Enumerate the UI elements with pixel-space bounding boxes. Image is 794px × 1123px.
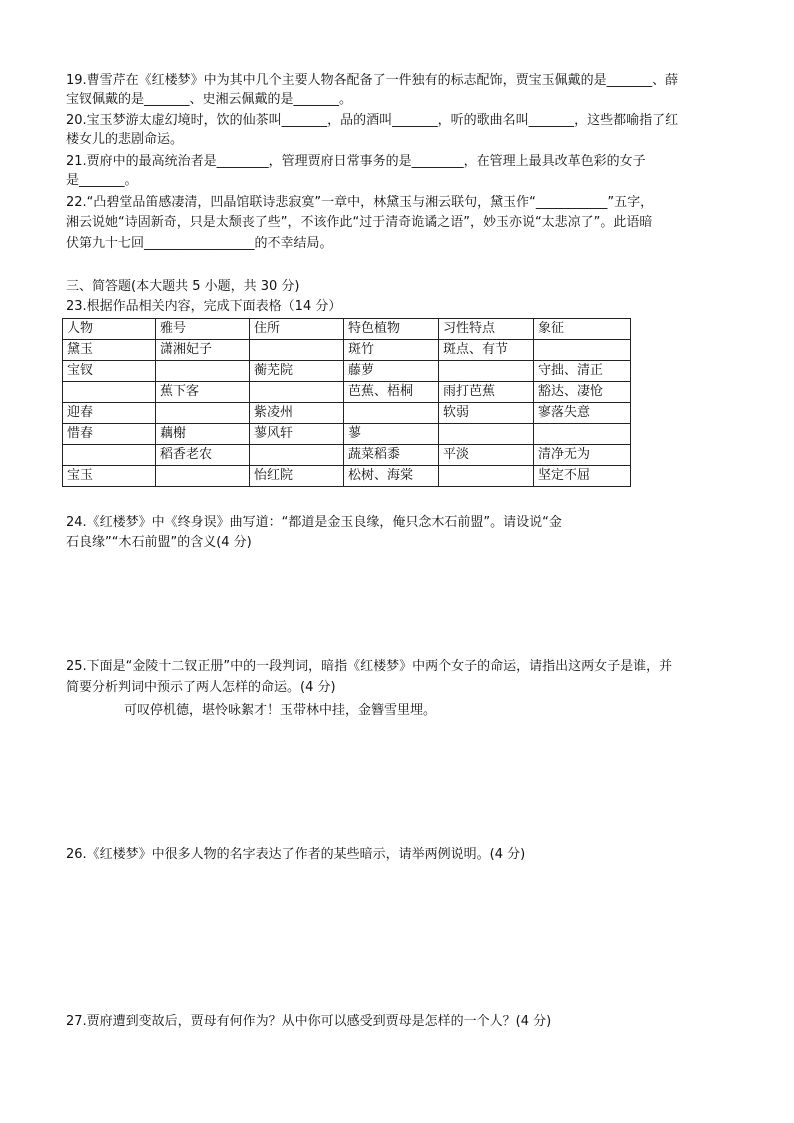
q23-title: 23.根据作品相关内容，完成下面表格（14 分）	[66, 299, 342, 314]
table-row	[63, 424, 631, 445]
table-cell: 迎春	[63, 403, 156, 424]
q22-line-2: 湘云说她“诗固新奇，只是太颓丧了些”，不该作此“过于清奇诡谲之语”，妙玉亦说“太悲凉了”。此语暗	[66, 215, 653, 230]
q26-question: 26.《红楼梦》中很多人物的名字表达了作者的某些暗示，请举两例说明。(4 分)	[66, 847, 526, 862]
table-header-cell: 雅号	[156, 319, 250, 340]
table-cell: 平淡	[439, 445, 534, 466]
table-row	[63, 382, 631, 403]
table-cell	[156, 361, 250, 382]
table-row	[63, 403, 631, 424]
table-cell	[250, 382, 344, 403]
table-cell: 蓼	[344, 424, 439, 445]
q23-table	[62, 318, 631, 487]
table-row	[63, 361, 631, 382]
table-cell: 潇湘妃子	[156, 340, 250, 361]
table-cell	[534, 424, 631, 445]
table-row	[63, 445, 631, 466]
table-header-row	[63, 319, 631, 340]
table-cell: 藤萝	[344, 361, 439, 382]
q20-line-2: 楼女儿的悲剧命运。	[66, 132, 184, 147]
table-header-cell: 习性特点	[439, 319, 534, 340]
table-cell	[439, 466, 534, 487]
table-cell: 蓼风轩	[250, 424, 344, 445]
table-cell	[439, 424, 534, 445]
q20-line-1: 20.宝玉梦游太虚幻境时，饮的仙茶叫_______，品的酒叫_______，听的歌曲名叫_______，这些都喻指了红	[66, 113, 679, 128]
table-cell: 藕榭	[156, 424, 250, 445]
table-cell: 斑点、有节	[439, 340, 534, 361]
table-header-cell: 特色植物	[344, 319, 439, 340]
table-cell: 蔬菜稻黍	[344, 445, 439, 466]
table-header-cell: 人物	[63, 319, 156, 340]
table-cell: 软弱	[439, 403, 534, 424]
q21-line-1: 21.贾府中的最高统治者是________，管理贾府日常事务的是________，在管理上最具改革色彩的女子	[66, 154, 646, 169]
table-cell: 宝玉	[63, 466, 156, 487]
table-cell	[63, 382, 156, 403]
q24-line-2: 石良缘”“木石前盟”的含义(4 分)	[66, 535, 252, 550]
table-cell: 紫凌州	[250, 403, 344, 424]
q27-question: 27.贾府遭到变故后，贾母有何作为？从中你可以感受到贾母是怎样的一个人？(4 分)	[66, 1014, 552, 1029]
table-cell	[250, 340, 344, 361]
table-cell: 坚定不屈	[534, 466, 631, 487]
table-row	[63, 340, 631, 361]
section-title: 三、简答题(本大题共 5 小题，共 30 分)	[66, 279, 300, 294]
table-cell	[534, 340, 631, 361]
table-cell	[250, 445, 344, 466]
table-cell: 怡红院	[250, 466, 344, 487]
q22-line-1: 22.“凸碧堂品笛感凄清，凹晶馆联诗悲寂寞”一章中，林黛玉与湘云联句，黛玉作“___________”五字，	[66, 195, 654, 210]
table-cell	[156, 403, 250, 424]
q25-line-1: 25.下面是“金陵十二钗正册”中的一段判词，暗指《红楼梦》中两个女子的命运，请指出这两女子是谁，并	[66, 659, 673, 674]
table-cell: 稻香老农	[156, 445, 250, 466]
table-header-cell: 象征	[534, 319, 631, 340]
table-cell	[439, 361, 534, 382]
table-cell: 蕉下客	[156, 382, 250, 403]
table-cell: 雨打芭蕉	[439, 382, 534, 403]
table-cell: 芭蕉、梧桐	[344, 382, 439, 403]
table-cell: 宝钗	[63, 361, 156, 382]
table-cell	[156, 466, 250, 487]
table-cell: 守拙、清正	[534, 361, 631, 382]
q21-line-2: 是_______。	[66, 173, 138, 188]
table-cell: 松树、海棠	[344, 466, 439, 487]
q25-verse: 可叹停机德，堪怜咏絮才！玉带林中挂，金簪雪里埋。	[124, 703, 437, 718]
q19-line-2: 宝钗佩戴的是_______、史湘云佩戴的是_______。	[66, 92, 353, 107]
table-cell: 黛玉	[63, 340, 156, 361]
q22-line-3: 伏第九十七回_________________的不幸结局。	[66, 236, 333, 251]
q19-line-1: 19.曹雪芹在《红楼梦》中为其中几个主要人物各配备了一件独有的标志配饰，贾宝玉佩戴的是_______、薛	[66, 73, 679, 88]
table-cell	[344, 403, 439, 424]
table-row	[63, 466, 631, 487]
q24-line-1: 24.《红楼梦》中《终身误》曲写道：“都道是金玉良缘，俺只念木石前盟”。请设说“金	[66, 515, 562, 530]
table-cell: 斑竹	[344, 340, 439, 361]
q25-line-2: 简要分析判词中预示了两人怎样的命运。(4 分)	[66, 680, 336, 695]
table-cell: 惜春	[63, 424, 156, 445]
table-cell: 寥落失意	[534, 403, 631, 424]
table-cell: 豁达、凄怆	[534, 382, 631, 403]
table-cell: 蘅芜院	[250, 361, 344, 382]
table-cell: 清净无为	[534, 445, 631, 466]
table-header-cell: 住所	[250, 319, 344, 340]
table-cell	[63, 445, 156, 466]
